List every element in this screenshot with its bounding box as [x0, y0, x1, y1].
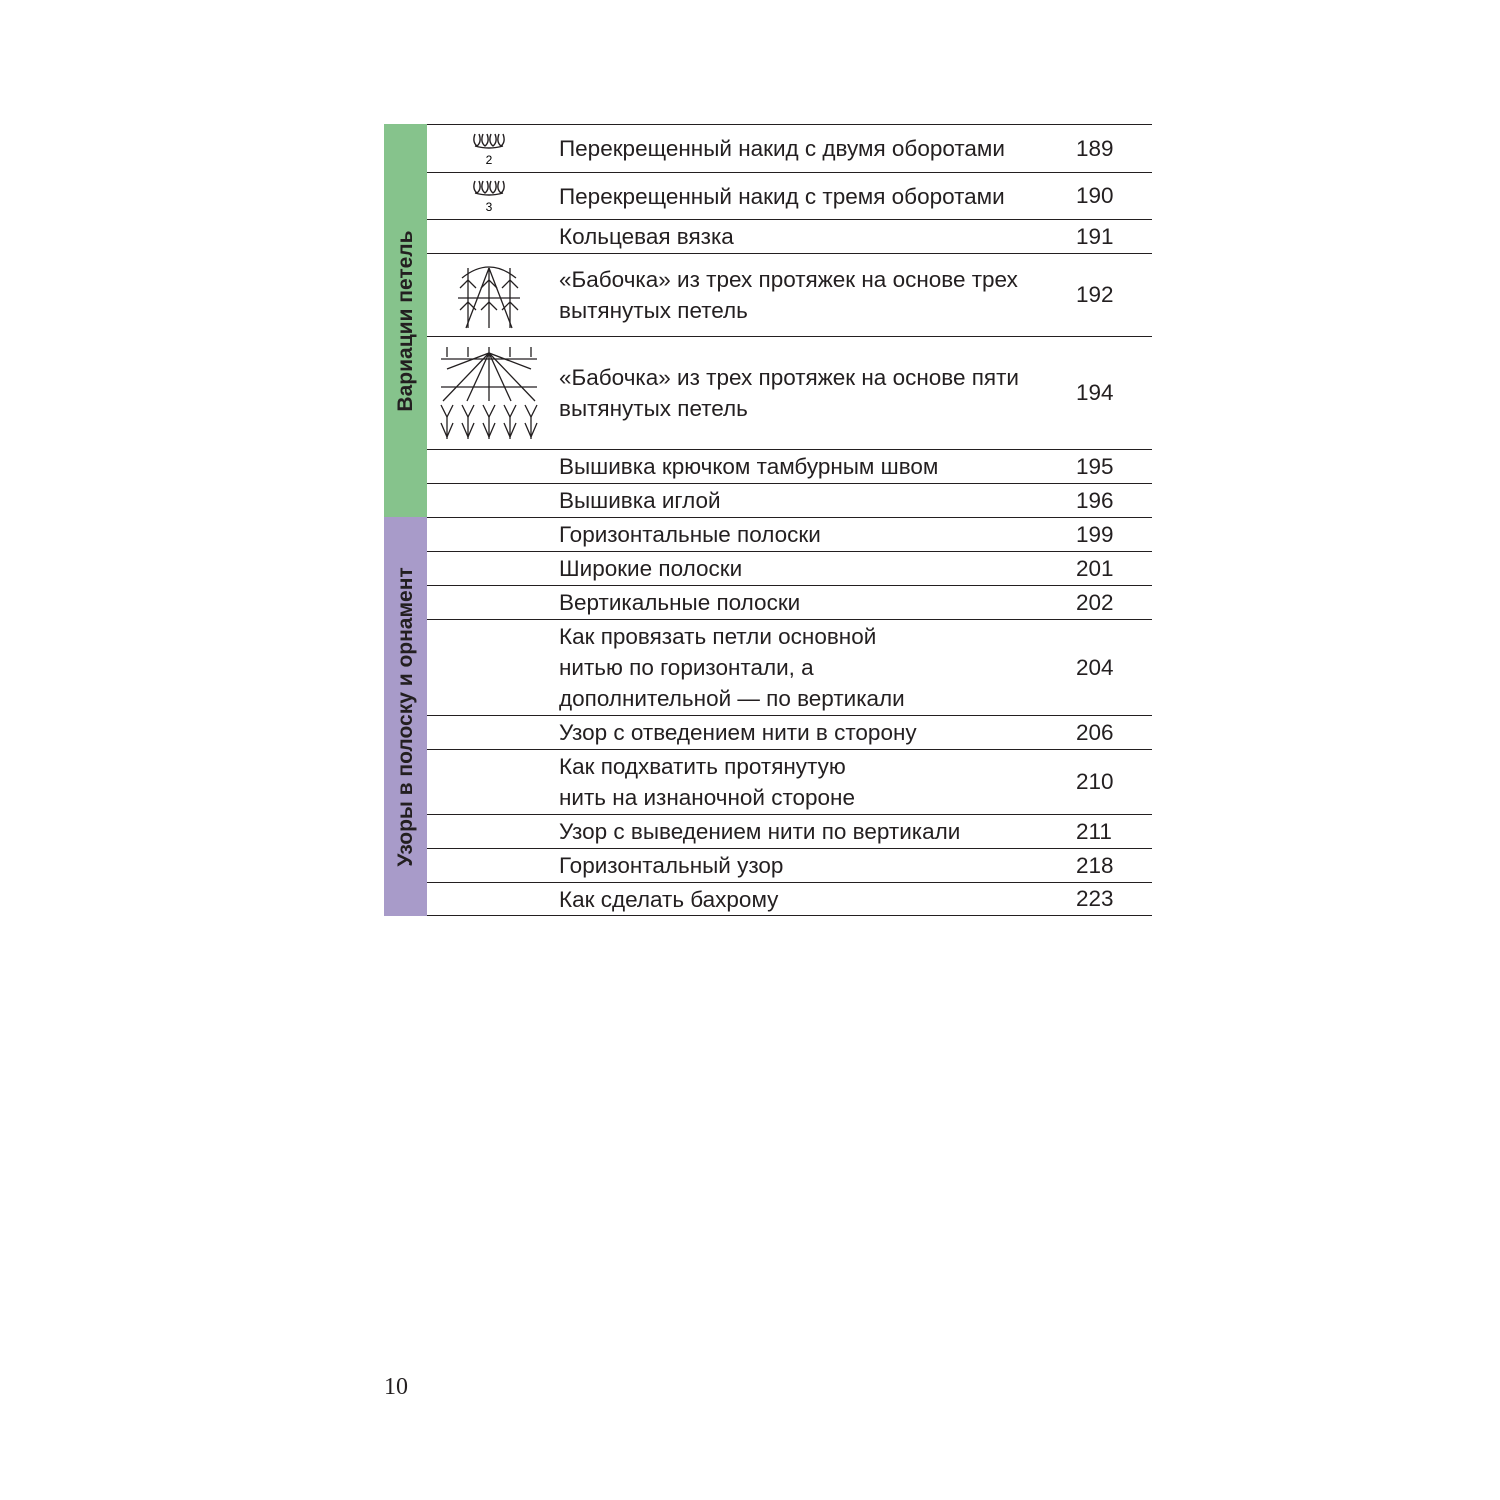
entry-page: 189 — [1076, 135, 1114, 161]
entry-page: 206 — [1076, 719, 1114, 745]
toc-row[interactable] — [427, 336, 1152, 449]
toc-row[interactable] — [427, 517, 1152, 551]
table-of-contents — [384, 124, 1152, 916]
toc-row[interactable] — [427, 253, 1152, 336]
entry-title: Вышивка крючком тамбурным швом — [559, 454, 939, 479]
symbol-number: 3 — [485, 200, 492, 214]
section-label: Узоры в полоску и орнамент — [393, 566, 417, 867]
entry-page: 191 — [1076, 223, 1114, 249]
toc-row[interactable] — [427, 585, 1152, 619]
entry-page: 218 — [1076, 852, 1114, 878]
entry-title: Как сделать бахрому — [559, 886, 779, 912]
crossed-yarn-over-icon — [427, 130, 550, 168]
entry-page: 190 — [1076, 183, 1114, 208]
entry-page: 199 — [1076, 521, 1114, 547]
entry-title: Узор с отведением нити в сторону — [559, 720, 917, 745]
entry-title: Как провязать петли основной нитью по горизонтали, а дополнительной — по вертикали — [559, 624, 905, 711]
entry-title: «Бабочка» из трех протяжек на основе пяти вытянутых петель — [559, 365, 1019, 421]
section-side-bar — [384, 124, 427, 517]
entry-title: Горизонтальные полоски — [559, 522, 821, 547]
entry-page: 196 — [1076, 487, 1114, 513]
toc-row[interactable] — [427, 483, 1152, 517]
entry-page: 211 — [1076, 818, 1112, 844]
toc-row[interactable] — [427, 882, 1152, 916]
toc-row[interactable] — [427, 848, 1152, 882]
toc-row[interactable] — [427, 219, 1152, 253]
toc-row[interactable] — [427, 449, 1152, 483]
section-side-bar — [384, 517, 427, 916]
entry-page: 201 — [1076, 555, 1114, 581]
entry-page: 195 — [1076, 453, 1114, 479]
toc-row[interactable] — [427, 749, 1152, 814]
entry-title: Вертикальные полоски — [559, 590, 801, 615]
entry-page: 202 — [1076, 589, 1114, 615]
entry-title: Широкие полоски — [559, 556, 743, 581]
entry-page: 192 — [1076, 282, 1114, 307]
page-number: 10 — [384, 1374, 408, 1400]
entry-title: Горизонтальный узор — [559, 853, 784, 878]
entry-title: Узор с выведением нити по вертикали — [559, 819, 961, 844]
toc-row[interactable] — [427, 715, 1152, 749]
entry-title: Перекрещенный накид с двумя оборотами — [559, 136, 1005, 161]
toc-row[interactable] — [427, 551, 1152, 585]
toc-row[interactable] — [427, 619, 1152, 715]
entry-title: Перекрещенный накид с тремя оборотами — [559, 183, 1005, 209]
symbol-number: 2 — [485, 152, 492, 167]
entry-page: 194 — [1076, 380, 1114, 405]
entry-page: 223 — [1076, 886, 1114, 911]
section-label: Вариации петель — [393, 229, 417, 412]
entry-page: 210 — [1076, 769, 1114, 794]
butterfly-stitch-icon — [427, 343, 550, 443]
toc-row[interactable] — [427, 124, 1152, 172]
entry-title: Как подхватить протянутую нить на изнаночной стороне — [559, 754, 855, 810]
section-stripes-ornament — [384, 517, 1152, 916]
toc-row[interactable] — [427, 814, 1152, 848]
section-stitch-variations — [384, 124, 1152, 517]
entry-title: «Бабочка» из трех протяжек на основе трех вытянутых петель — [559, 267, 1018, 323]
entry-page: 204 — [1076, 654, 1114, 680]
entry-title: Кольцевая вязка — [559, 224, 734, 249]
crossed-yarn-over-icon — [427, 177, 550, 215]
toc-row[interactable] — [427, 172, 1152, 219]
entry-title: Вышивка иглой — [559, 488, 721, 513]
butterfly-stitch-icon — [427, 258, 550, 332]
